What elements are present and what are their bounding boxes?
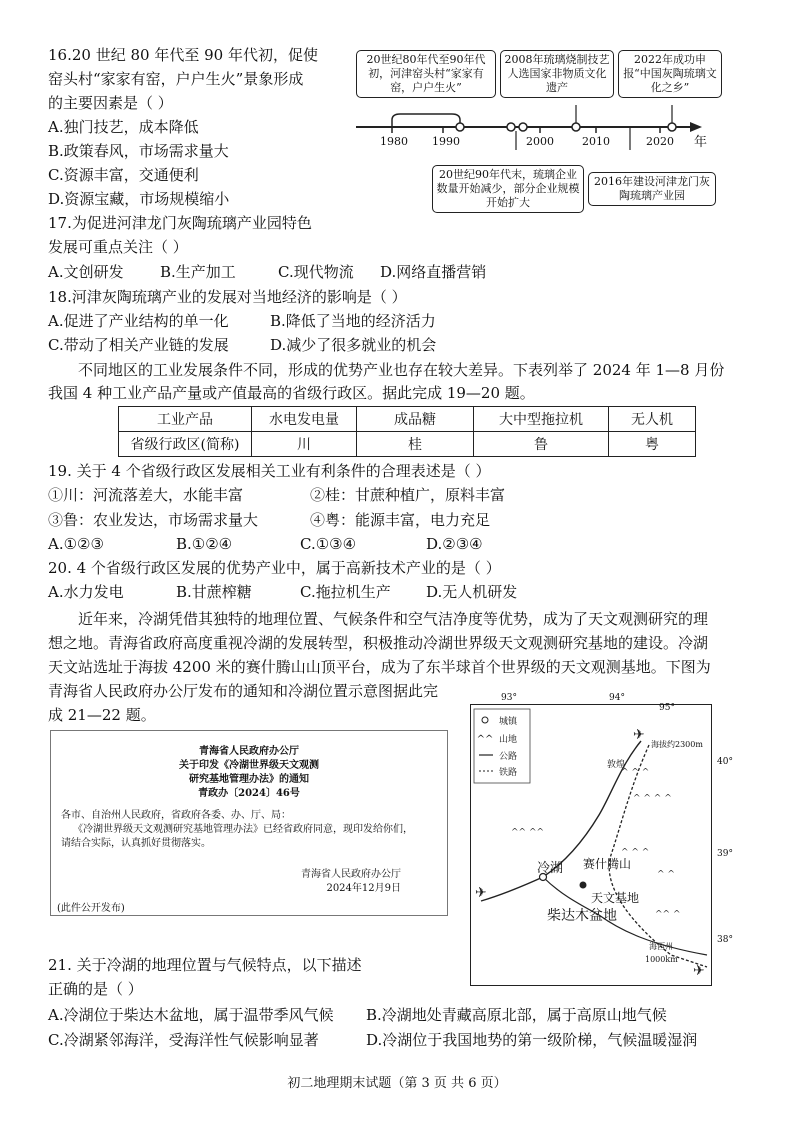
svg-text:^^: ^^	[476, 734, 494, 745]
passage2-line-3: 天文站选址于海拔 4200 米的赛什腾山山顶平台，成为了东半球首个世界级的天文观测基地。下图为	[48, 658, 711, 676]
timeline-tick-2020: 2020	[646, 135, 674, 148]
map-longitude-93: 93°	[501, 693, 517, 703]
q21-option-c: C.冷湖紧邻海洋，受海洋性气候影响显著	[48, 1031, 319, 1049]
notice-doc-number: 青政办〔2024〕46号	[198, 788, 300, 799]
map-latitude-39: 39°	[717, 849, 733, 859]
notice-date: 2024年12月9日	[326, 883, 401, 894]
q19-stem: 19. 关于 4 个省级行政区发展相关工业有利条件的合理表述是（ ）	[48, 462, 491, 480]
table-row	[119, 432, 696, 457]
q20-option-c: C.拖拉机生产	[300, 583, 391, 601]
timeline-box-2022: 2022年成功申报“中国灰陶琉璃文化之乡”	[618, 50, 722, 98]
notice-body-line-3: 请结合实际，认真抓好贯彻落实。	[61, 838, 211, 849]
q21-option-b: B.冷湖地处青藏高原北部，属于高原山地气候	[366, 1006, 667, 1024]
q16-option-a: A.独门技艺，成本降低	[48, 118, 199, 136]
notice-signature: 青海省人民政府办公厅	[301, 869, 401, 880]
place-qaidam-basin: 柴达木盆地	[547, 908, 617, 924]
lenghu-location-map	[470, 693, 733, 986]
svg-text:^^ ^: ^^ ^	[655, 910, 681, 920]
q20-option-d: D.无人机研发	[426, 583, 518, 601]
timeline-tick-2010: 2010	[582, 135, 610, 148]
industry-table	[118, 406, 696, 457]
q20-stem: 20. 4 个省级行政区发展的优势产业中，属于高新技术产业的是（ ）	[48, 559, 501, 577]
place-observatory: 天文基地	[591, 891, 640, 905]
place-dunhuang: 敦煌	[607, 760, 626, 770]
passage2-line-2: 想之地。青海省政府高度重视冷湖的发展转型，积极推动冷湖世界级天文观测研究基地的建设。冷湖	[48, 634, 709, 652]
table-cell: 鲁	[474, 432, 609, 457]
notice-title-line-1: 关于印发《冷湖世界级天文观测	[179, 760, 319, 771]
q19-option-b: B.①②④	[176, 535, 233, 553]
svg-text:✈: ✈	[475, 885, 487, 901]
place-saishiteng: 赛什腾山	[583, 857, 632, 871]
table-cell: 桂	[357, 432, 474, 457]
svg-text:^ ^ ^ ^: ^ ^ ^ ^	[633, 794, 672, 804]
place-lenghu: 冷湖	[537, 861, 564, 876]
q19-option-a: A.①②③	[48, 535, 104, 553]
q19-option-d: D.②③④	[426, 535, 483, 553]
table-cell: 粤	[609, 432, 696, 457]
svg-text:^ ^ ^: ^ ^ ^	[621, 768, 650, 778]
map-longitude-95: 95°	[659, 703, 675, 713]
table-header-cell: 工业产品	[119, 407, 252, 432]
passage2-line-4: 青海省人民政府办公厅发布的通知和冷湖位置示意图据此完	[48, 682, 439, 700]
q19-statement-3: ③鲁：农业发达，市场需求量大	[48, 511, 259, 529]
timeline-unit: 年	[694, 135, 708, 150]
q19-statement-1: ①川：河流落差大，水能丰富	[48, 486, 244, 504]
notice-title-line-2: 研究基地管理办法》的通知	[189, 774, 309, 785]
map-latitude-40: 40°	[717, 757, 733, 767]
timeline-box-2016: 2016年建设河津龙门灰陶琉璃产业园	[588, 172, 716, 206]
timeline-tick-1990: 1990	[432, 135, 460, 148]
q18-stem: 18.河津灰陶琉璃产业的发展对当地经济的影响是（ ）	[48, 288, 407, 306]
q21-option-d: D.冷湖位于我国地势的第一级阶梯，气候温暖湿润	[366, 1031, 698, 1049]
q18-option-b: B.降低了当地的经济活力	[270, 312, 436, 330]
q17-option-d: D.网络直播营销	[380, 263, 487, 281]
q21-option-a: A.冷湖位于柴达木盆地，属于温带季风气候	[48, 1006, 334, 1024]
notice-publication-note: (此件公开发布)	[57, 903, 125, 914]
map-longitude-94: 94°	[609, 693, 625, 703]
place-haixi: 海西州	[649, 942, 673, 951]
q16-stem-line-2: 窑头村“家家有窑，户户生火”景象形成	[48, 70, 304, 88]
q17-stem-line-1: 17.为促进河津龙门灰陶琉璃产业园特色	[48, 214, 312, 232]
svg-text:✈: ✈	[693, 963, 705, 979]
q16-option-d: D.资源宝藏，市场规模缩小	[48, 190, 230, 208]
svg-text:^ ^ ^: ^ ^ ^	[621, 848, 650, 858]
passage1-line-2: 我国 4 种工业产品产量或产值最高的省级行政区。据此完成 19—20 题。	[48, 384, 535, 402]
table-header-cell: 成品糖	[357, 407, 474, 432]
q17-option-b: B.生产加工	[160, 263, 236, 281]
timeline-tick-2000: 2000	[526, 135, 554, 148]
timeline-box-1990s: 20世纪90年代末，琉璃企业数量开始减少，部分企业规模开始扩大	[432, 165, 584, 213]
table-cell: 川	[252, 432, 357, 457]
q16-option-c: C.资源丰富，交通便利	[48, 166, 199, 184]
page-footer: 初二地理期末试题（第 3 页 共 6 页）	[287, 1076, 507, 1091]
timeline-box-1980s: 20世纪80年代至90年代初，河津窑头村“家家有窑，户户生火”	[356, 50, 496, 98]
svg-text:✈: ✈	[633, 727, 645, 743]
q16-option-b: B.政策春风，市场需求量大	[48, 142, 229, 160]
place-elevation: 海拔约2300m	[651, 740, 703, 749]
q18-option-c: C.带动了相关产业链的发展	[48, 336, 229, 354]
government-notice	[50, 730, 448, 916]
place-distance: 1000km	[645, 955, 678, 964]
q18-option-d: D.减少了很多就业的机会	[270, 336, 437, 354]
notice-issuer: 青海省人民政府办公厅	[199, 746, 299, 757]
notice-body-line-1: 各市、自治州人民政府，省政府各委、办、厅、局：	[61, 810, 291, 821]
q20-option-a: A.水力发电	[48, 583, 124, 601]
legend-town: 城镇	[499, 717, 518, 727]
passage1-line-1: 不同地区的工业发展条件不同，形成的优势产业也存在较大差异。下表列举了 2024 年 1—8 月份	[78, 361, 725, 379]
q19-option-c: C.①③④	[300, 535, 357, 553]
svg-text:^^ ^^: ^^ ^^	[511, 828, 545, 838]
map-latitude-38: 38°	[717, 935, 733, 945]
legend-mountain: 山地	[499, 735, 518, 745]
q17-stem-line-2: 发展可重点关注（ ）	[48, 238, 188, 256]
q17-option-c: C.现代物流	[278, 263, 354, 281]
q16-stem-line-1: 16.20 世纪 80 年代至 90 年代初，促使	[48, 46, 318, 64]
q16-stem-line-3: 的主要因素是（ ）	[48, 94, 173, 112]
passage2-line-1: 近年来，冷湖凭借其独特的地理位置、气候条件和空气洁净度等优势，成为了天文观测研究的理	[78, 610, 709, 628]
passage2-line-5: 成 21—22 题。	[48, 706, 156, 724]
table-cell: 省级行政区(简称)	[119, 432, 252, 457]
q19-statement-2: ②桂：甘蔗种植广，原料丰富	[310, 486, 506, 504]
q18-option-a: A.促进了产业结构的单一化	[48, 312, 229, 330]
svg-text:^ ^: ^ ^	[657, 870, 675, 880]
table-header-cell: 水电发电量	[252, 407, 357, 432]
q21-stem-line-2: 正确的是（ ）	[48, 980, 143, 998]
q17-option-a: A.文创研发	[48, 263, 124, 281]
legend-highway: 公路	[499, 752, 518, 762]
table-header-cell: 大中型拖拉机	[474, 407, 609, 432]
timeline-tick-1980: 1980	[380, 135, 408, 148]
legend-railway: 铁路	[499, 768, 518, 778]
q21-stem-line-1: 21. 关于冷湖的地理位置与气候特点，以下描述	[48, 956, 362, 974]
timeline-box-2008: 2008年琉璃烧制技艺人选国家非物质文化遗产	[500, 50, 614, 98]
q20-option-b: B.甘蔗榨糖	[176, 583, 252, 601]
notice-body-line-2: 《冷湖世界级天文观测研究基地管理办法》已经省政府同意，现印发给你们，	[73, 824, 413, 835]
table-header-cell: 无人机	[609, 407, 696, 432]
q19-statement-4: ④粤：能源丰富，电力充足	[310, 511, 491, 529]
table-header-row	[119, 407, 696, 432]
